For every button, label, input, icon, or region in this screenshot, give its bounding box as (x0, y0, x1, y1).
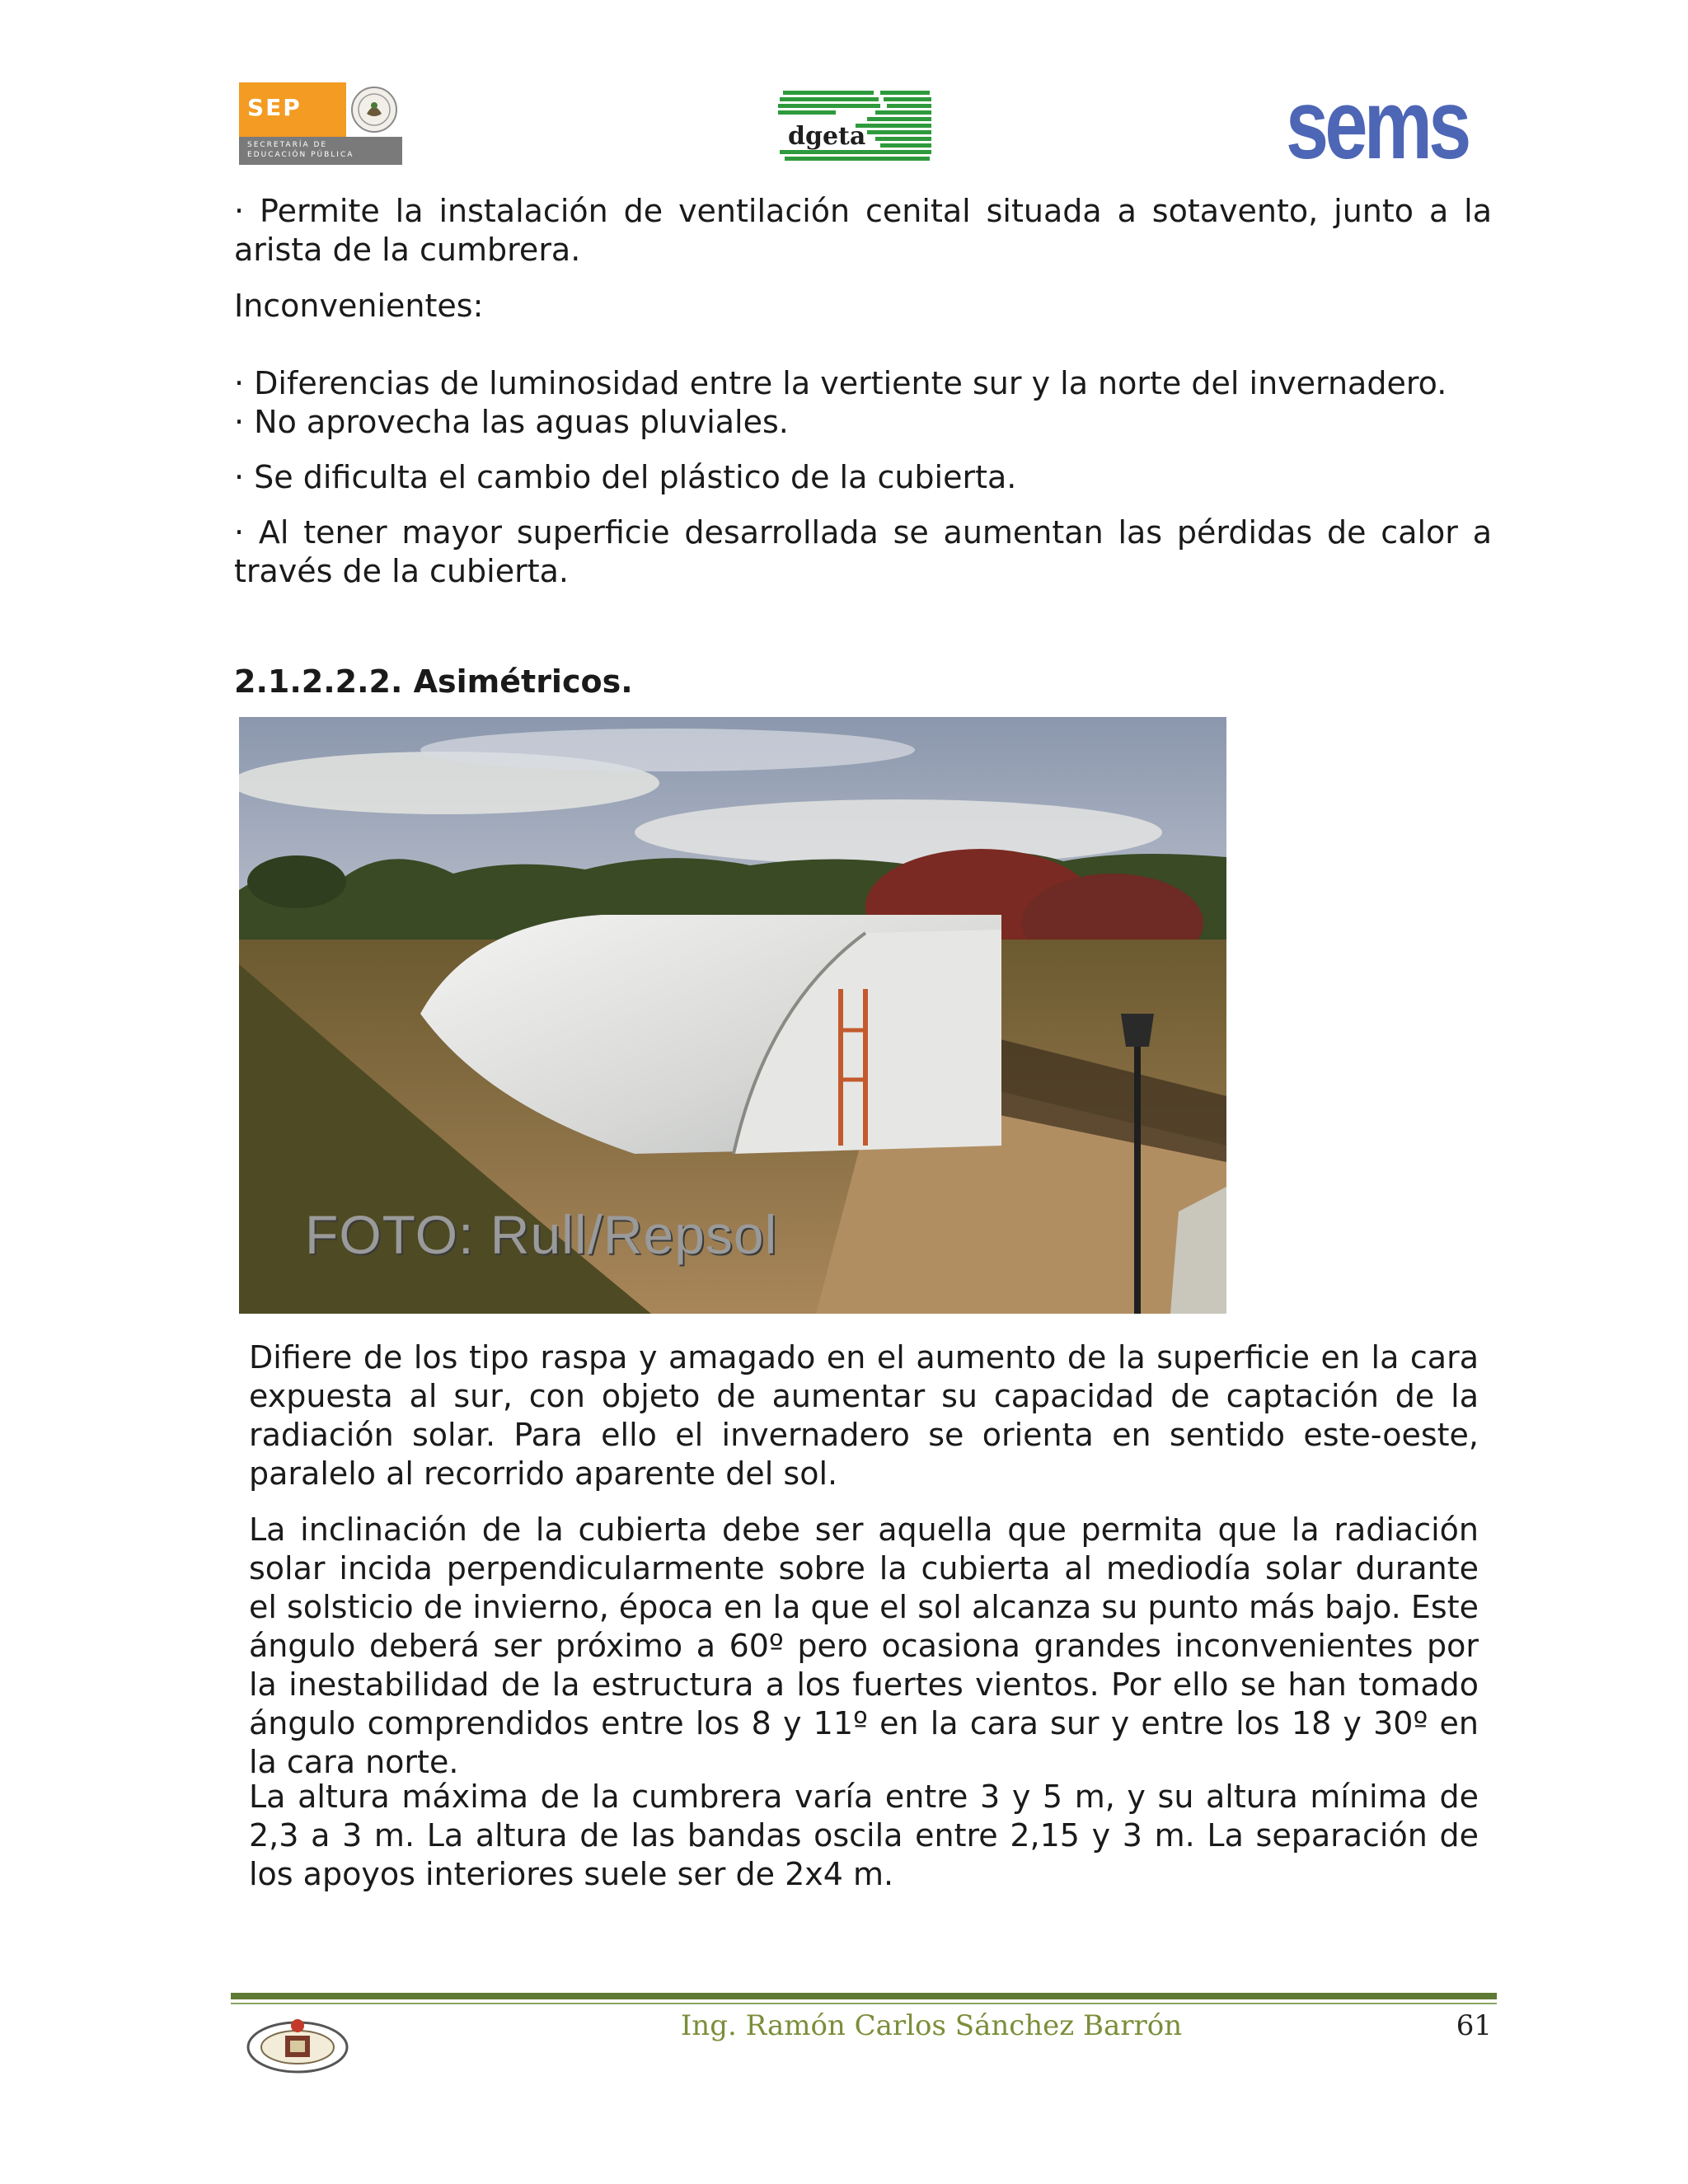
sems-logo-word: sems (1286, 69, 1468, 180)
sep-logo-subtitle-line2: EDUCACIÓN PÚBLICA (247, 151, 354, 159)
sep-logo-subtitle (247, 140, 354, 160)
footer-rule-thin (231, 2003, 1497, 2004)
paragraph-difiere: Difiere de los tipo raspa y amagado en el aumento de la superficie en la cara expuesta al sur, con objeto de aumentar su capacidad de captación de la radiación solar. Para ello el invernadero se orienta en sentido este-oeste, paralelo al recorrido aparente del sol. (249, 1339, 1479, 1492)
paragraph-inclinacion: La inclinación de la cubierta debe ser aquella que permita que la radiación solar incida perpendicularmente sobre la cubierta al mediodía solar durante el solsticio de invierno, época en la que el sol alcanza su punto más bajo. Este ángulo deberá ser próximo a 60º pero ocasiona grandes inconvenientes por la inestabilidad de la estructura a los fuertes vientos. Por ello se han tomado ángulo comprendidos entre los 8 y 11º en la cara sur y entre los 18 y 30º en la cara norte. (249, 1511, 1479, 1780)
footer-author: Ing. Ramón Carlos Sánchez Barrón (680, 2009, 1183, 2042)
sep-logo-subtitle-line1: SECRETARÍA DE (247, 141, 328, 149)
inconvenientes-label: Inconvenientes: (234, 288, 484, 324)
paragraph-altura: La altura máxima de la cumbrera varía entre 3 y 5 m, y su altura mínima de 2,3 a 3 m. La altura de las bandas oscila entre 2,15 y 3 m. La separación de los apoyos interiores suele ser de 2x4 m. (249, 1779, 1479, 1892)
page-number: 61 (1456, 2009, 1492, 2042)
mexico-seal-icon (350, 86, 398, 134)
greenhouse-photo (239, 717, 1226, 1314)
bullet-perdidas-calor: · Al tener mayor superficie desarrollada se aumentan las pérdidas de calor a través de la cubierta. (234, 514, 1492, 589)
dgeta-logo-word: dgeta (788, 122, 866, 151)
bullet-cambio-plastico: · Se dificulta el cambio del plástico de la cubierta. (234, 459, 1017, 495)
bullet-luminosidad: · Diferencias de luminosidad entre la vertiente sur y la norte del invernadero. (234, 365, 1447, 401)
paragraph-ventilacion: · Permite la instalación de ventilación cenital situada a sotavento, junto a la arista de la cumbrera. (234, 193, 1492, 268)
section-heading: 2.1.2.2.2. Asimétricos. (234, 663, 633, 700)
school-emblem-icon (244, 2011, 351, 2080)
sems-logo (1286, 69, 1468, 180)
photo-credit-caption: FOTO: Rull/Repsol (305, 1204, 778, 1265)
sep-logo (239, 82, 402, 165)
dgeta-logo (776, 89, 933, 163)
sep-logo-word: SEP (247, 94, 302, 121)
bullet-aguas-pluviales: · No aprovecha las aguas pluviales. (234, 404, 789, 440)
footer-rule (231, 1993, 1497, 1999)
